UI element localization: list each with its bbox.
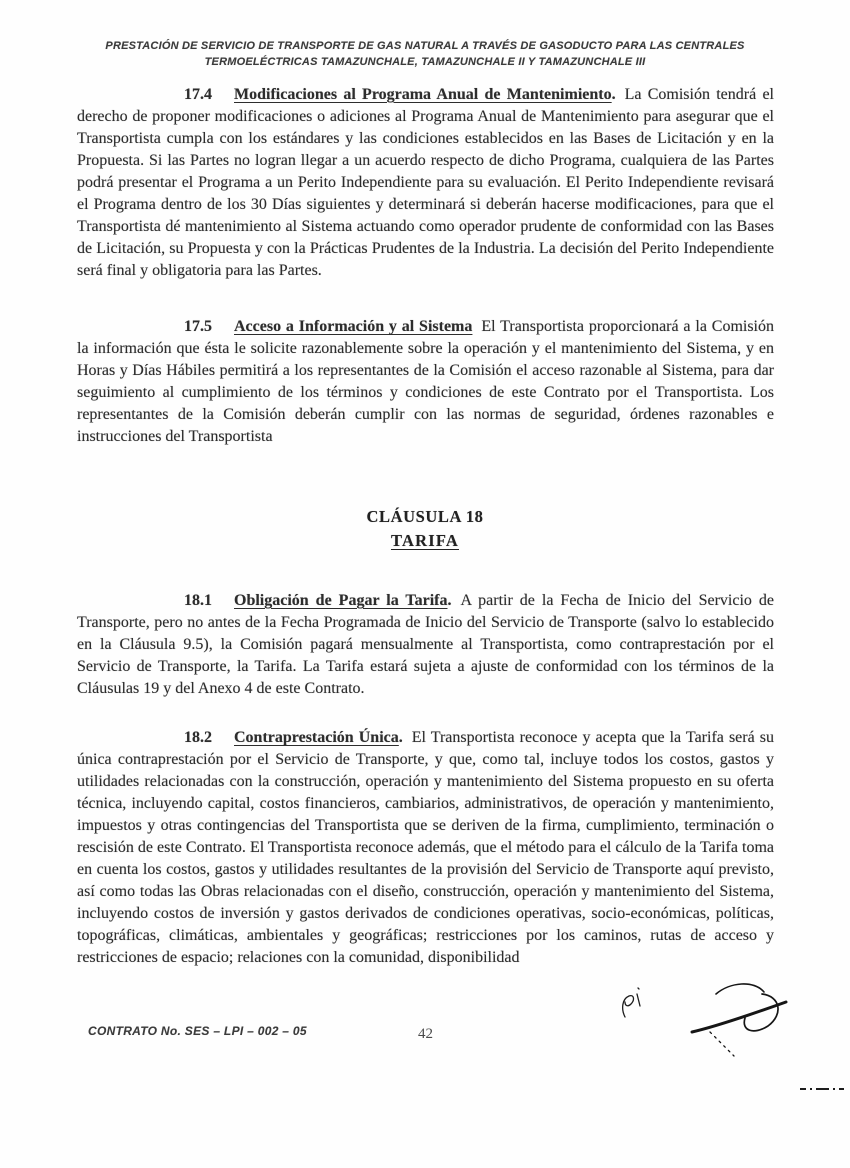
clause-18-title: TARIFA [390,531,459,550]
clause-17-4-title-punct: . [611,86,616,103]
footer-contract-number: CONTRATO No. SES – LPI – 002 – 05 [88,1024,307,1038]
clause-18-2-paragraph [77,727,774,969]
handwritten-initials-mark [615,985,649,1023]
clause-17-5-title: Acceso a Información y al Sistema [234,318,473,335]
clause-18-number: CLÁUSULA 18 [366,507,484,526]
document-header [0,38,850,70]
clause-18-2-number: 18.2 [184,729,212,746]
clause-18-1-title-punct: . [447,592,452,609]
clause-18-2-body: El Transportista reconoce y acepta que la Tarifa será su única contraprestación por el Servicio de Transporte, y que, como tal, incluye todos los costos, gastos y utilidades relacionadas con la construcción, operación y mantenimiento del Sistema propuesto en su oferta técnica, incluyendo capital, costos financieros, cambiarios, administrativos, de operación y mantenimiento, impuestos y otras contingencias del Transportista que se deriven de la firma, cumplimiento, terminación o rescisión de este Contrato. El Transportista reconoce además, que el método para el cálculo de la Tarifa toma en cuenta los costos, gastos y utilidades resultantes de la provisión del Servicio de Transporte aquí previsto, así como todas las Obras relacionadas con el diseño, construcción, operación y mantenimiento del Sistema, incluyendo costos de inversión y gastos derivados de condiciones operativas, socio-económicas, políticas, topográficas, climáticas, ambientales y geográficas; restricciones por los caminos, rutas de acceso y restricciones de espacio; relaciones con la comunidad, disponibilidad [77,729,774,966]
header-title-line-1: PRESTACIÓN DE SERVICIO DE TRANSPORTE DE GAS NATURAL A TRAVÉS DE GASODUCTO PARA LAS CENTRALES [105,40,745,52]
handwritten-signature-paraph [688,980,790,1062]
clause-18-heading [0,505,850,553]
clause-18-2-title: Contraprestación Única [234,729,399,746]
clause-18-1-title: Obligación de Pagar la Tarifa [234,592,448,609]
clause-17-4-paragraph [77,84,774,282]
clause-17-4-body: La Comisión tendrá el derecho de proponer modificaciones o adiciones al Programa Anual de Mantenimiento para asegurar que el Transportista cumpla con los estándares y las condiciones establecidos en las Bases de Licitación y en la Propuesta. Si las Partes no logran llegar a un acuerdo respecto de dicho Programa, cualquiera de las Partes podrá presentar el Programa a un Perito Independiente para su evaluación. El Perito Independiente revisará el Programa dentro de los 30 Días siguientes y determinará si deberán hacerse modificaciones, para que el Transportista dé mantenimiento al Sistema actuando como operador prudente de conformidad con las Bases de Licitación, su Propuesta y con la Prácticas Prudentes de la Industria. La decisión del Perito Independiente será final y obligatoria para las Partes. [77,86,774,279]
clause-17-5-number: 17.5 [184,318,212,335]
clause-17-5-body: El Transportista proporcionará a la Comisión la información que ésta le solicite razonablemente sobre la operación y el mantenimiento del Sistema, y en Horas y Días Hábiles permitirá a los representantes de la Comisión el acceso razonable al Sistema, para dar seguimiento al cumplimiento de los términos y condiciones de este Contrato por el Transportista. Los representantes de la Comisión deberán cumplir con las normas de seguridad, órdenes razonables e instrucciones del Transportista [77,318,774,445]
clause-18-1-paragraph [77,590,774,700]
clause-18-2-title-punct: . [398,729,403,746]
clause-17-4-number: 17.4 [184,86,212,103]
clause-17-4-title: Modificaciones al Programa Anual de Mantenimiento [234,86,612,103]
header-title-line-2: TERMOELÉCTRICAS TAMAZUNCHALE, TAMAZUNCHALE II Y TAMAZUNCHALE III [204,56,646,68]
clause-18-1-body: A partir de la Fecha de Inicio del Servicio de Transporte, pero no antes de la Fecha Programada de Inicio del Servicio de Transporte (salvo lo establecido en la Cláusula 9.5), la Comisión pagará mensualmente al Transportista, como contraprestación por el Servicio de Transporte, la Tarifa. La Tarifa estará sujeta a ajuste de conformidad con los términos de la Cláusulas 19 y del Anexo 4 de este Contrato. [77,592,775,697]
clause-17-5-paragraph [77,316,774,448]
footer-page-number: 42 [418,1026,433,1042]
clause-18-1-number: 18.1 [184,592,212,609]
dashed-pen-mark [800,1086,844,1092]
